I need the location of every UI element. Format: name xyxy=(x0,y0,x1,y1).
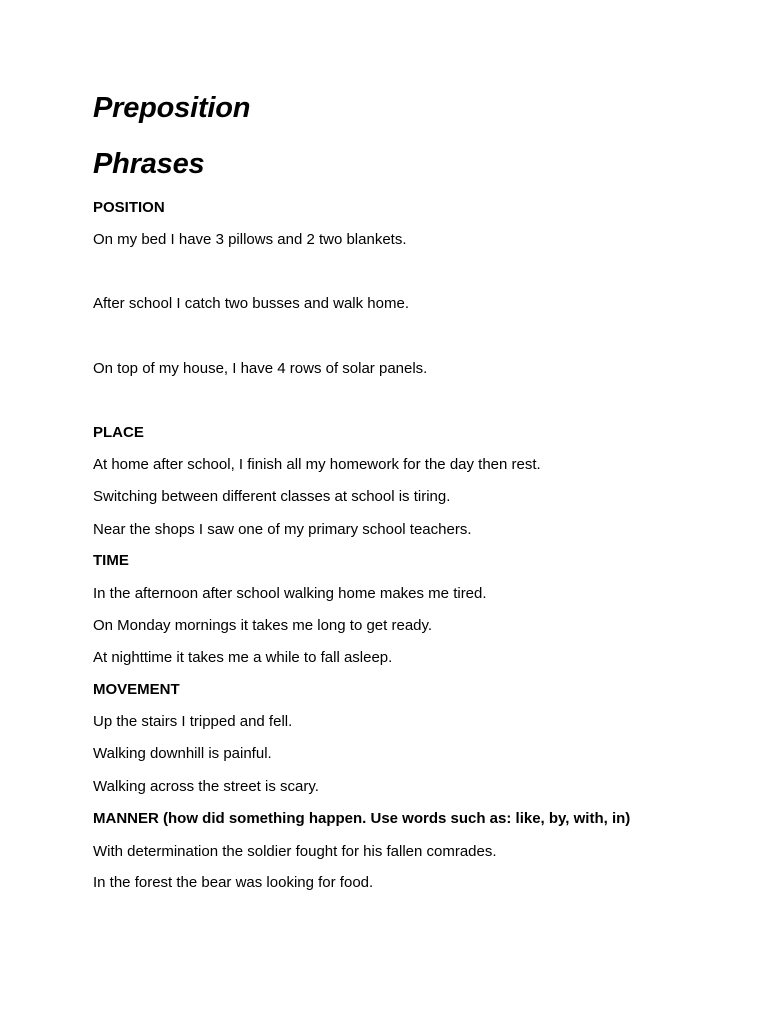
sentence-manner-2: In the forest the bear was looking for food. xyxy=(93,874,374,891)
sentence-place-3: Near the shops I saw one of my primary school teachers. xyxy=(93,521,472,538)
page-title-line2: Phrases xyxy=(93,148,205,180)
sentence-movement-1: Up the stairs I tripped and fell. xyxy=(93,713,293,730)
sentence-time-3: At nighttime it takes me a while to fall asleep. xyxy=(93,649,393,666)
section-heading-movement: MOVEMENT xyxy=(93,681,180,698)
sentence-time-2: On Monday mornings it takes me long to get ready. xyxy=(93,617,433,634)
sentence-movement-3: Walking across the street is scary. xyxy=(93,778,319,795)
sentence-time-1: In the afternoon after school walking home makes me tired. xyxy=(93,585,487,602)
sentence-position-3: On top of my house, I have 4 rows of solar panels. xyxy=(93,360,428,377)
section-heading-manner: MANNER (how did something happen. Use words such as: like, by, with, in) xyxy=(93,810,631,827)
sentence-manner-1: With determination the soldier fought for his fallen comrades. xyxy=(93,843,497,860)
section-heading-time: TIME xyxy=(93,552,129,569)
sentence-position-1: On my bed I have 3 pillows and 2 two blankets. xyxy=(93,231,407,248)
section-heading-place: PLACE xyxy=(93,424,144,441)
sentence-movement-2: Walking downhill is painful. xyxy=(93,745,272,762)
section-heading-position: POSITION xyxy=(93,199,165,216)
sentence-place-1: At home after school, I finish all my homework for the day then rest. xyxy=(93,456,541,473)
sentence-place-2: Switching between different classes at school is tiring. xyxy=(93,488,451,505)
sentence-position-2: After school I catch two busses and walk home. xyxy=(93,295,409,312)
page-title-line1: Preposition xyxy=(93,92,251,124)
